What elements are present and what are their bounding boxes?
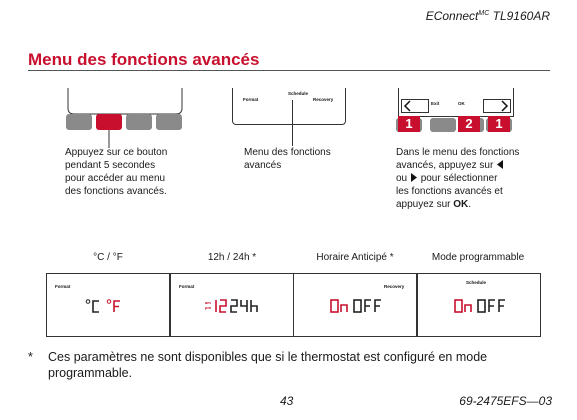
thermostat-button-3[interactable]	[126, 114, 152, 130]
step3-line	[396, 198, 556, 211]
footnote-mark: *	[28, 350, 33, 364]
step3-line	[396, 159, 556, 172]
document-code: 69-2475EFS—03	[459, 394, 552, 408]
step2-description	[244, 146, 364, 172]
step1-line: des fonctions avancés.	[65, 186, 167, 197]
nav-button-middle-left[interactable]	[430, 118, 456, 132]
display-small-label: Format	[179, 284, 195, 289]
thermostat-button-1[interactable]	[66, 114, 92, 130]
footnote-line: programmable.	[48, 366, 133, 380]
badge-step-1b: 1	[488, 116, 510, 132]
display-label-time-format: 12h / 24h *	[207, 252, 257, 263]
footnote-text	[48, 349, 548, 381]
display-label-recovery: Horaire Anticipé *	[316, 252, 394, 263]
step1-line: Appuyez sur ce bouton	[65, 147, 168, 158]
title-divider	[28, 70, 550, 71]
step3-description	[396, 146, 556, 211]
svg-text:am: am	[205, 300, 211, 305]
segment-reading-temp-unit	[85, 299, 139, 315]
step3-line: les fonctions avancés et	[396, 186, 503, 197]
step1-line: pendant 5 secondes	[65, 160, 156, 171]
step3-line	[396, 172, 556, 185]
left-arrow-icon	[496, 160, 504, 169]
footnote-line: Ces paramètres ne sont disponibles que si le thermostat est configuré en mode	[48, 350, 488, 364]
step3-text: ou	[396, 173, 408, 184]
screen-format-label: Format	[243, 97, 259, 102]
ok-label: OK	[458, 101, 465, 106]
right-arrow-icon	[410, 173, 418, 182]
segment-reading-recovery	[330, 298, 390, 314]
navigation-screen	[398, 88, 514, 117]
step3-line: Dans le menu des fonctions	[396, 147, 520, 158]
right-arrow-icon	[483, 99, 511, 113]
display-small-label: Recovery	[384, 284, 405, 289]
step1-description	[65, 146, 205, 198]
product-sup: MC	[478, 10, 490, 17]
ok-emphasis: OK	[453, 199, 469, 210]
step3-text: avancés, appuyez sur	[396, 160, 494, 171]
display-label-programmable: Mode programmable	[431, 252, 525, 263]
display-small-label: Format	[55, 284, 71, 289]
display-programmable	[417, 273, 541, 337]
display-time-format	[170, 273, 294, 337]
badge-step-2: 2	[458, 116, 480, 132]
exit-label: Exit	[431, 101, 440, 106]
pointer-line	[292, 100, 293, 146]
page-number: 43	[280, 394, 294, 408]
screen-schedule-label: Schedule	[288, 91, 309, 96]
step1-line: pour accéder au menu	[65, 173, 166, 184]
step2-line: Menu des fonctions	[244, 147, 331, 158]
product-header	[380, 9, 550, 23]
display-label-temp-unit: °C / °F	[93, 252, 123, 263]
advanced-menu-screen	[232, 88, 346, 125]
badge-step-1: 1	[398, 116, 420, 132]
thermostat-buttons-illustration	[60, 88, 190, 148]
display-recovery	[293, 273, 417, 337]
display-temp-unit	[46, 273, 170, 337]
step2-line: avancés	[244, 160, 282, 171]
product-model: TL9160AR	[492, 9, 550, 23]
display-small-label: Schedule	[466, 280, 487, 285]
step3-text: .	[468, 199, 472, 210]
screen-recovery-label: Recovery	[313, 97, 334, 102]
thermostat-button-4[interactable]	[156, 114, 182, 130]
segment-reading-programmable	[454, 298, 514, 314]
segment-reading-time-format	[205, 298, 265, 314]
svg-text:pm: pm	[205, 305, 211, 310]
product-name: EConnect	[425, 9, 479, 23]
step3-text: pour sélectionner	[420, 173, 498, 184]
step3-text: appuyez sur	[396, 199, 451, 210]
left-arrow-icon	[401, 99, 429, 113]
thermostat-button-2-highlighted[interactable]	[96, 114, 122, 130]
section-title: Menu des fonctions avancés	[28, 50, 260, 69]
